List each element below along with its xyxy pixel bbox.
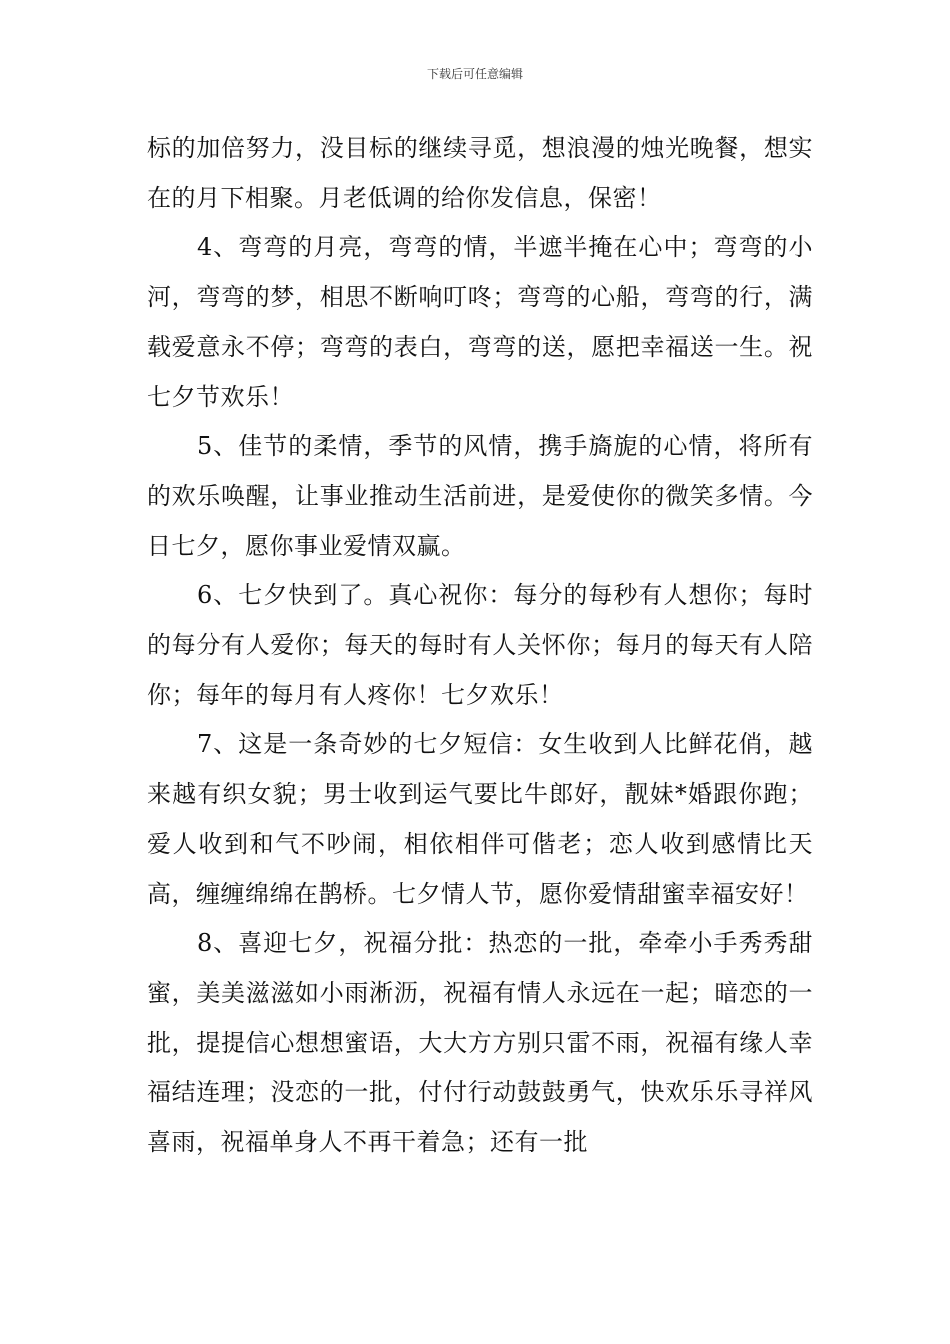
- paragraph-item-8: 8、喜迎七夕，祝福分批：热恋的一批，牵牵小手秀秀甜蜜，美美滋滋如小雨淅沥，祝福有情人永远在一起；暗恋的一批，提提信心想想蜜语，大大方方别只雷不雨，祝福有缘人幸福结连理；没恋的一批，付付行动鼓鼓勇气，快欢乐乐寻祥风喜雨，祝福单身人不再干着急；还有一批: [147, 929, 813, 1157]
- page-header: 下载后可任意编辑: [426, 67, 523, 81]
- paragraph-item-7: 7、这是一条奇妙的七夕短信：女生收到人比鲜花俏，越来越有织女貌；男士收到运气要比牛郎好，靓妹*婚跟你跑；爱人收到和气不吵闹，相依相伴可偕老；恋人收到感情比天高，缠缠绵绵在鹊桥。七夕情人节，愿你爱情甜蜜幸福安好！: [147, 730, 813, 908]
- paragraph-item-5: 5、佳节的柔情，季节的风情，携手旖旎的心情，将所有的欢乐唤醒，让事业推动生活前进，是爱使你的微笑多情。今日七夕，愿你事业爱情双赢。: [147, 432, 813, 560]
- paragraph-continuation: 标的加倍努力，没目标的继续寻觅，想浪漫的烛光晚餐，想实在的月下相聚。月老低调的给你发信息，保密！: [147, 134, 813, 212]
- paragraph-item-4: 4、弯弯的月亮，弯弯的情，半遮半掩在心中；弯弯的小河，弯弯的梦，相思不断响叮咚；弯弯的心船，弯弯的行，满载爱意永不停；弯弯的表白，弯弯的送，愿把幸福送一生。祝七夕节欢乐！: [147, 233, 813, 411]
- document-body: [147, 124, 813, 1168]
- paragraph-item-6: 6、七夕快到了。真心祝你：每分的每秒有人想你；每时的每分有人爱你；每天的每时有人关怀你；每月的每天有人陪你；每年的每月有人疼你！七夕欢乐！: [147, 581, 813, 709]
